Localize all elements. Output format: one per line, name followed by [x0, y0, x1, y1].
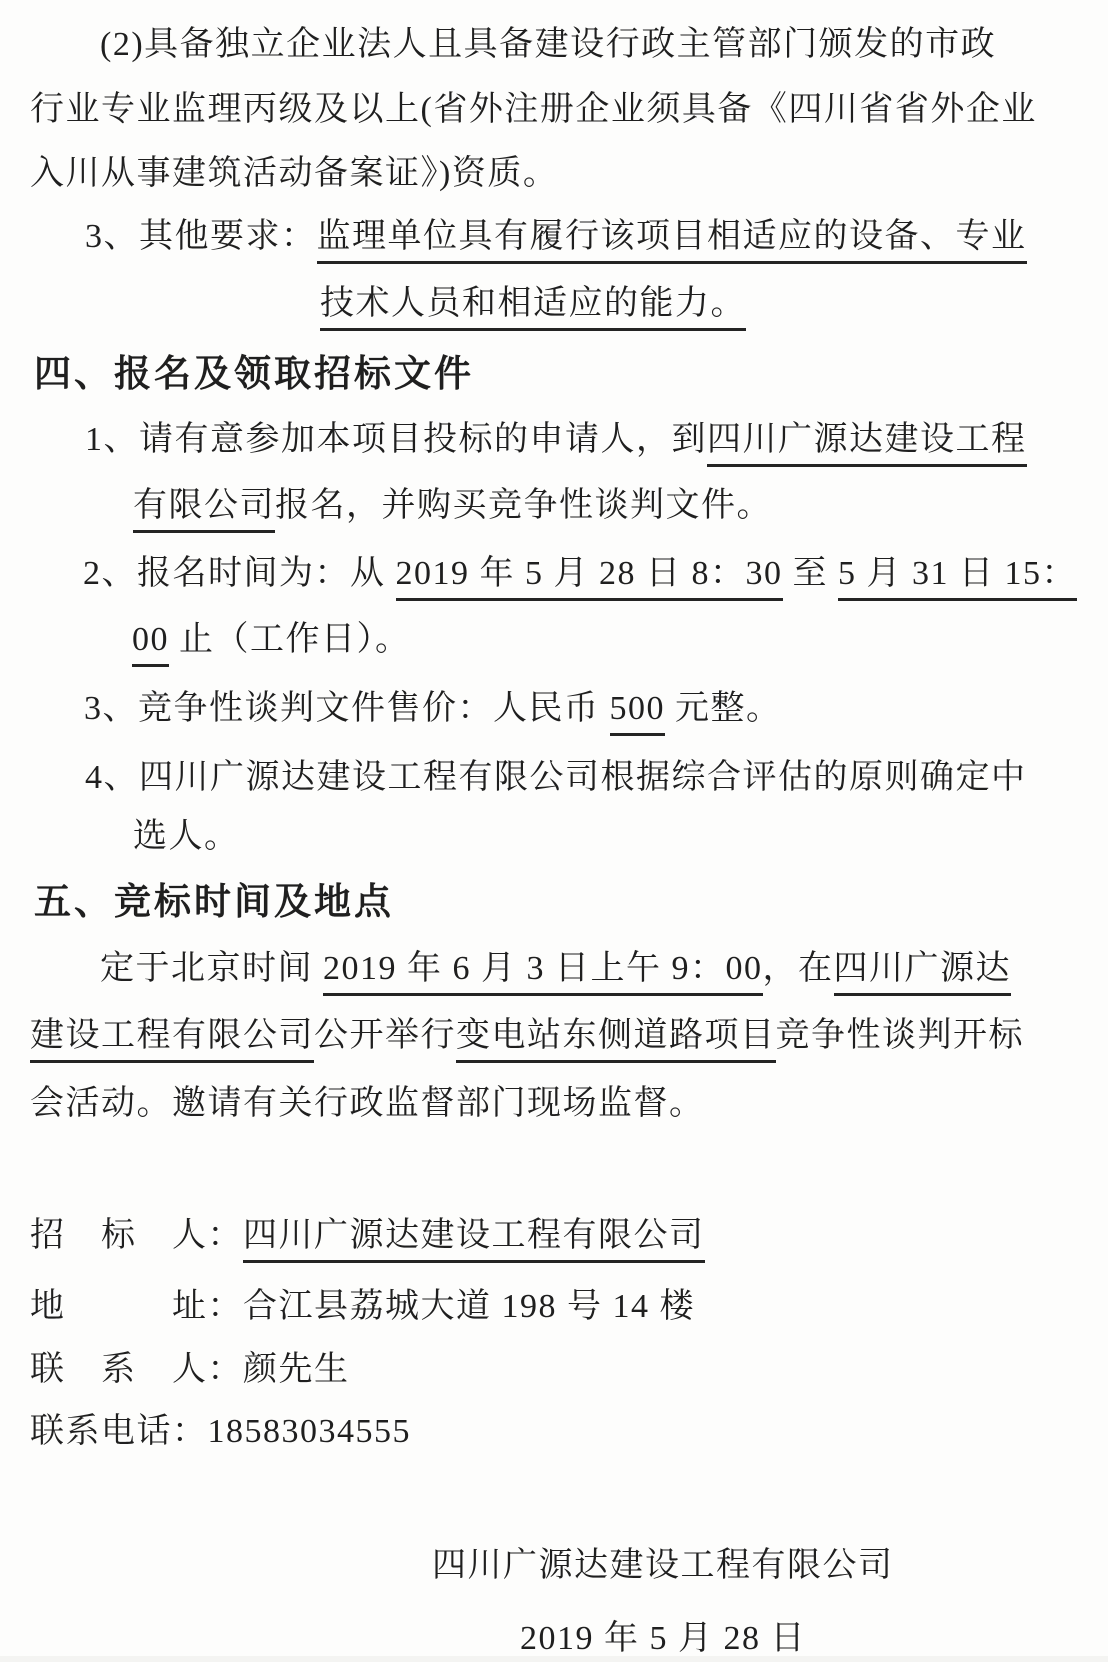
item2-post-text: 止（工作日）。 — [169, 621, 411, 658]
qualification-clause-line-3 — [30, 151, 558, 197]
contact-person-label: 联 系 人： — [30, 1351, 243, 1388]
item2-pre-text: 2、报名时间为：从 — [83, 555, 396, 592]
bid-time-paragraph-line-3 — [30, 1081, 705, 1127]
signature-date-text: 2019 年 5 月 28 日 — [520, 1620, 806, 1657]
signature-date-line — [520, 1616, 806, 1662]
selection-item-line-1 — [85, 755, 1027, 801]
sec5-project-underlined: 变电站东侧道路项目 — [456, 1017, 776, 1063]
registration-item-line-2 — [133, 483, 772, 529]
address-row — [30, 1284, 695, 1330]
clause2-text-2: 行业专业监理丙级及以上(省外注册企业须具备《四川省省外企业 — [30, 91, 1037, 128]
time-item-line-1 — [83, 551, 1077, 597]
sec5-datetime-underlined: 2019 年 6 月 3 日上午 9：00 — [323, 950, 763, 996]
item2-start-datetime-underlined: 2019 年 5 月 28 日 8：30 — [396, 555, 783, 601]
bid-time-paragraph-line-1 — [100, 946, 1011, 992]
phone-value: 18583034555 — [207, 1413, 411, 1450]
sec5-post-text: 竞争性谈判开标 — [775, 1017, 1024, 1054]
item4-text-2: 选人。 — [133, 818, 240, 855]
item3-pre-text: 3、竞争性谈判文件售价：人民币 — [84, 690, 610, 727]
clause2-text-3: 入川从事建筑活动备案证》)资质。 — [30, 155, 559, 192]
sec5-company-underlined: 四川广源达 — [834, 950, 1012, 996]
signature-company-text: 四川广源达建设工程有限公司 — [432, 1547, 894, 1584]
phone-row — [30, 1409, 411, 1455]
tenderer-label: 招 标 人： — [30, 1217, 243, 1254]
other-requirements-line-1 — [85, 214, 1027, 260]
price-item-line — [84, 686, 782, 732]
item1-company-underlined-cont: 有限公司 — [133, 487, 275, 533]
other-requirements-underlined-1: 监理单位具有履行该项目相适应的设备、专业 — [317, 218, 1027, 264]
item3-post-text: 元整。 — [665, 690, 782, 727]
contact-person-value: 颜先生 — [243, 1351, 350, 1388]
qualification-clause-line-1 — [100, 22, 996, 68]
item2-minutes-underlined: 00 — [132, 621, 169, 667]
other-requirements-line-2 — [320, 281, 746, 327]
qualification-clause-line-2 — [30, 87, 1037, 133]
item1-post-text: 报名，并购买竞争性谈判文件。 — [275, 487, 772, 524]
contact-person-row — [30, 1347, 350, 1393]
item1-company-underlined: 四川广源达建设工程 — [707, 421, 1027, 467]
section4-heading — [34, 349, 474, 399]
address-value: 合江县荔城大道 198 号 14 楼 — [243, 1288, 695, 1325]
sec5-mid-text: ，在 — [762, 950, 834, 987]
item4-text-1: 4、四川广源达建设工程有限公司根据综合评估的原则确定中 — [85, 759, 1027, 796]
signature-company-line — [432, 1543, 894, 1589]
other-requirements-underlined-2: 技术人员和相适应的能力。 — [320, 285, 746, 331]
sec5-line3-text: 会活动。邀请有关行政监督部门现场监督。 — [30, 1085, 705, 1122]
section5-heading-text: 五、竞标时间及地点 — [34, 881, 394, 922]
tenderer-row — [30, 1213, 705, 1259]
address-label: 地 址： — [30, 1288, 243, 1325]
section4-heading-text: 四、报名及领取招标文件 — [34, 353, 474, 394]
tenderer-value-underlined: 四川广源达建设工程有限公司 — [243, 1217, 705, 1263]
selection-item-line-2 — [133, 814, 240, 860]
sec5-mid2-text: 公开举行 — [314, 1017, 456, 1054]
time-item-line-2 — [132, 617, 411, 663]
registration-item-line-1 — [85, 417, 1027, 463]
item3-price-underlined: 500 — [610, 690, 666, 736]
clause2-text-1: (2)具备独立企业法人且具备建设行政主管部门颁发的市政 — [100, 26, 997, 63]
item2-mid-text: 至 — [782, 555, 838, 592]
bid-time-paragraph-line-2 — [30, 1013, 1024, 1059]
section5-heading — [34, 877, 394, 927]
item1-pre-text: 1、请有意参加本项目投标的申请人，到 — [85, 421, 707, 458]
sec5-company-underlined-cont: 建设工程有限公司 — [30, 1017, 314, 1063]
other-requirements-label: 3、其他要求： — [85, 218, 317, 255]
item2-end-datetime-underlined: 5 月 31 日 15： — [838, 555, 1077, 601]
sec5-pre-text: 定于北京时间 — [100, 950, 323, 987]
phone-label: 联系电话： — [30, 1413, 208, 1450]
